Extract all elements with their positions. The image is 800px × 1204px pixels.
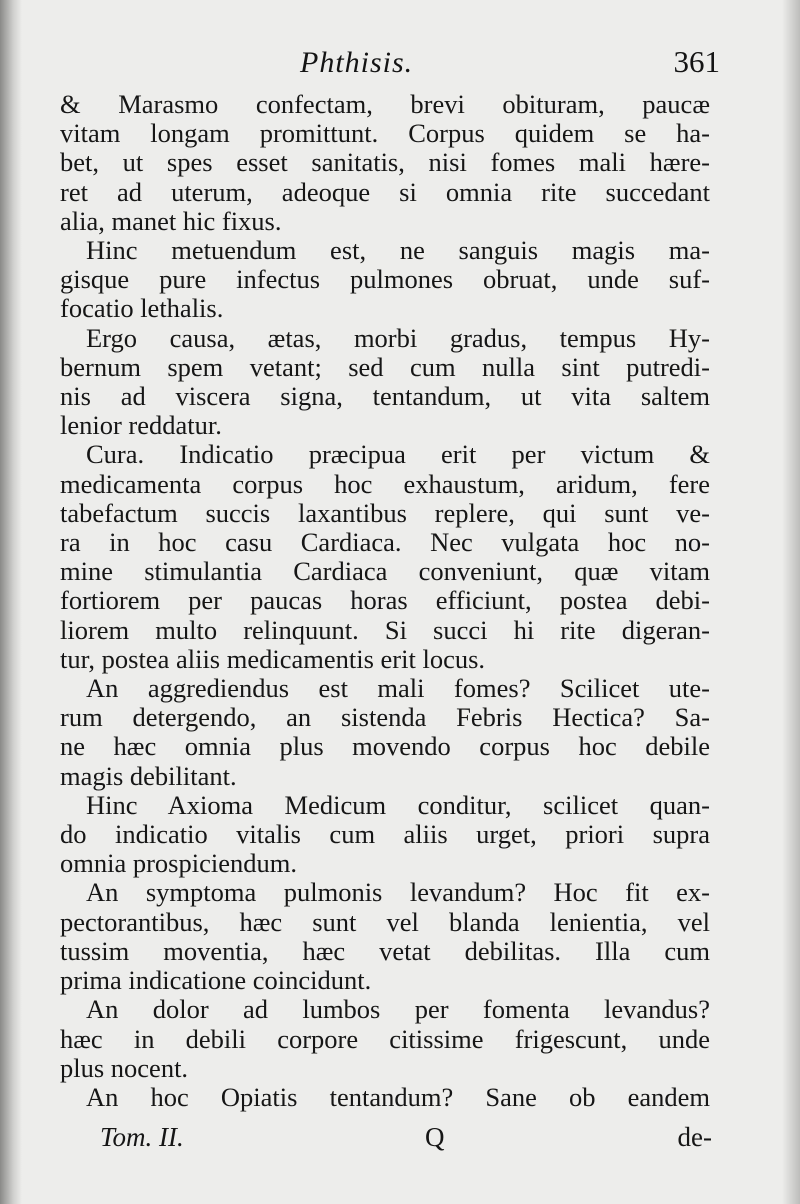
text-line: ret ad uterum, adeoque si omnia rite succedant xyxy=(60,176,710,207)
text-line: nis ad viscera signa, tentandum, ut vita saltem xyxy=(60,381,710,412)
paragraph-3 xyxy=(60,324,710,441)
text-line: An aggrediendus est mali fomes? Scilicet ute- xyxy=(86,673,710,704)
text-line: rum detergendo, an sistenda Febris Hectica? Sa- xyxy=(60,702,710,733)
body-text xyxy=(60,90,710,1112)
running-head-title: Phthisis. xyxy=(300,46,414,79)
text-line: Hinc Axioma Medicum conditur, scilicet quan- xyxy=(86,789,710,820)
text-line: pectorantibus, hæc sunt vel blanda lenientia, vel xyxy=(60,906,710,937)
text-line: Cura. Indicatio præcipua erit per victum & xyxy=(86,439,710,470)
text-line: prima indicatione coincidunt. xyxy=(60,965,372,996)
paragraph-7 xyxy=(60,878,710,995)
paragraph-6 xyxy=(60,791,710,879)
text-line: tur, postea aliis medicamentis erit locus. xyxy=(60,643,486,674)
paragraph-5 xyxy=(60,674,710,791)
text-line: focatio lethalis. xyxy=(60,293,224,324)
text-line: lenior reddatur. xyxy=(60,410,222,441)
paragraph-1 xyxy=(60,90,710,236)
text-line: bet, ut spes esset sanitatis, nisi fomes mali hære- xyxy=(60,147,710,178)
text-line: liorem multo relinquunt. Si succi hi rite digeran- xyxy=(60,614,710,645)
text-line: magis debilitant. xyxy=(60,760,237,791)
text-line: mine stimulantia Cardiaca conveniunt, quæ vitam xyxy=(60,556,710,587)
text-line: alia, manet hic fixus. xyxy=(60,205,282,236)
running-head xyxy=(60,44,720,90)
text-line: tabefactum succis laxantibus replere, qui sunt ve- xyxy=(60,497,710,528)
text-line: ra in hoc casu Cardiaca. Nec vulgata hoc no- xyxy=(60,527,710,558)
text-line: Hinc metuendum est, ne sanguis magis ma- xyxy=(86,235,710,266)
text-line: medicamenta corpus hoc exhaustum, aridum, fere xyxy=(60,468,710,499)
volume-signature: Tom. II. xyxy=(100,1122,184,1152)
page-number: 361 xyxy=(673,44,720,79)
paragraph-9 xyxy=(60,1083,710,1112)
text-line: ne hæc omnia plus movendo corpus hoc debile xyxy=(60,731,710,762)
text-line: gisque pure infectus pulmones obruat, unde suf- xyxy=(60,264,710,295)
catchword: de- xyxy=(677,1122,712,1152)
paragraph-2 xyxy=(60,236,710,324)
text-line: bernum spem vetant; sed cum nulla sint putredi- xyxy=(60,351,710,382)
text-line: hæc in debili corpore citissime frigescunt, unde xyxy=(60,1023,710,1054)
text-line: An symptoma pulmonis levandum? Hoc fit ex- xyxy=(86,877,710,908)
paragraph-4 xyxy=(60,440,710,674)
text-line: An dolor ad lumbos per fomenta levandus? xyxy=(86,994,710,1025)
text-line: do indicatio vitalis cum aliis urget, priori supra xyxy=(60,819,710,850)
text-line: An hoc Opiatis tentandum? Sane ob eandem xyxy=(86,1081,710,1112)
text-line: plus nocent. xyxy=(60,1052,189,1083)
page-footer xyxy=(100,1122,712,1162)
text-line: omnia prospiciendum. xyxy=(60,848,297,879)
text-line: Ergo causa, ætas, morbi gradus, tempus Hy- xyxy=(86,322,710,353)
text-line: & Marasmo confectam, brevi obituram, paucæ xyxy=(60,89,710,119)
text-line: tussim moventia, hæc vetat debilitas. Illa cum xyxy=(60,935,710,966)
paragraph-8 xyxy=(60,995,710,1083)
text-line: vitam longam promittunt. Corpus quidem se ha- xyxy=(60,118,710,149)
signature-mark: Q xyxy=(425,1122,445,1152)
text-line: fortiorem per paucas horas efficiunt, postea debi- xyxy=(60,585,710,616)
